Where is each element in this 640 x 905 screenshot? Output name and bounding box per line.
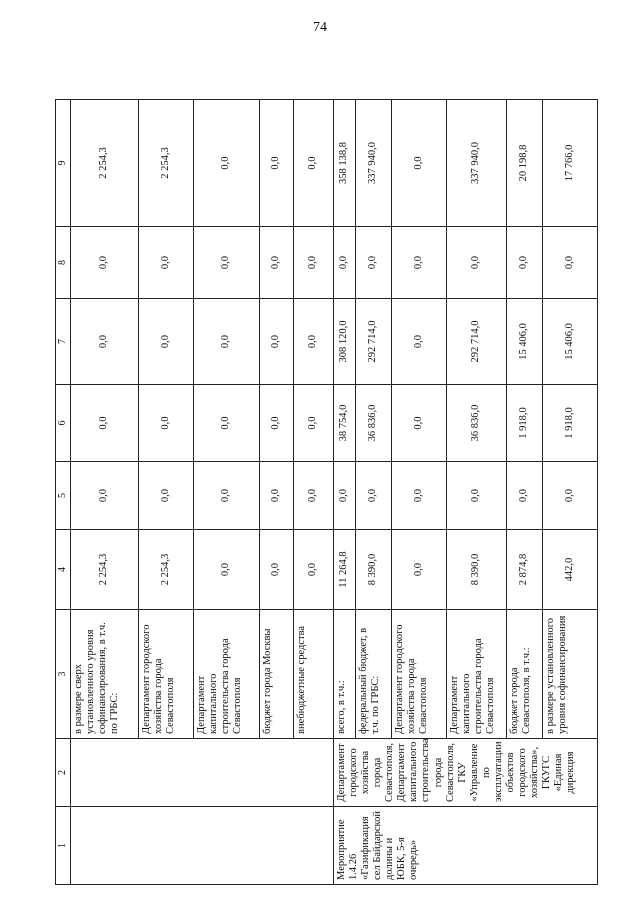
measure-name-cell: Мероприятие 1.4.26 «Газификация сел Байдарской долины и ЮБК, 5-я очередь» (334, 807, 598, 885)
funding-table (55, 99, 598, 885)
value-cell: 0,0 (194, 299, 260, 385)
value-cell: 292 714,0 (447, 299, 507, 385)
source-cell: бюджет города Москвы (260, 610, 294, 739)
column-header: 7 (56, 299, 71, 385)
value-cell: 0,0 (260, 530, 294, 610)
value-cell: 0,0 (260, 100, 294, 227)
column-header: 4 (56, 530, 71, 610)
value-cell: 1 918,0 (543, 385, 598, 462)
value-cell: 0,0 (356, 462, 392, 530)
value-cell: 0,0 (260, 299, 294, 385)
table-row (71, 100, 139, 885)
value-cell: 0,0 (194, 385, 260, 462)
value-cell: 2 254,3 (71, 100, 139, 227)
value-cell: 0,0 (294, 530, 334, 610)
value-cell: 36 836,0 (447, 385, 507, 462)
value-cell: 0,0 (334, 227, 356, 299)
value-cell: 0,0 (194, 462, 260, 530)
source-cell: Департамент городского хозяйства города Севастополя (139, 610, 194, 739)
value-cell: 0,0 (392, 227, 447, 299)
value-cell: 0,0 (447, 462, 507, 530)
value-cell: 0,0 (334, 462, 356, 530)
value-cell: 0,0 (507, 227, 543, 299)
value-cell: 11 264,8 (334, 530, 356, 610)
value-cell: 0,0 (139, 227, 194, 299)
value-cell: 0,0 (447, 227, 507, 299)
value-cell: 2 254,3 (71, 530, 139, 610)
column-header: 2 (56, 739, 71, 807)
rotated-table-container (55, 100, 596, 885)
column-header: 8 (56, 227, 71, 299)
value-cell: 0,0 (71, 462, 139, 530)
source-cell: в размере сверх установленного уровня софинансирования, в т.ч. по ГРБС: (71, 610, 139, 739)
value-cell: 0,0 (194, 530, 260, 610)
value-cell: 0,0 (392, 530, 447, 610)
value-cell: 0,0 (139, 385, 194, 462)
value-cell: 0,0 (294, 462, 334, 530)
value-cell: 358 138,8 (334, 100, 356, 227)
source-cell: федеральный бюджет, в т.ч. по ГРБС: (356, 610, 392, 739)
value-cell: 0,0 (294, 299, 334, 385)
executor-cell-empty (71, 739, 334, 807)
value-cell: 308 120,0 (334, 299, 356, 385)
value-cell: 15 406,0 (507, 299, 543, 385)
value-cell: 1 918,0 (507, 385, 543, 462)
column-header: 9 (56, 100, 71, 227)
column-header: 5 (56, 462, 71, 530)
value-cell: 337 940,0 (356, 100, 392, 227)
column-header: 6 (56, 385, 71, 462)
value-cell: 36 836,0 (356, 385, 392, 462)
value-cell: 0,0 (392, 385, 447, 462)
value-cell: 0,0 (194, 100, 260, 227)
value-cell: 0,0 (139, 299, 194, 385)
value-cell: 0,0 (507, 462, 543, 530)
table-row (334, 100, 356, 885)
value-cell: 0,0 (260, 462, 294, 530)
column-header: 3 (56, 610, 71, 739)
value-cell: 2 254,3 (139, 100, 194, 227)
value-cell: 20 198,8 (507, 100, 543, 227)
source-cell: бюджет города Севастополя, в т.ч.: (507, 610, 543, 739)
source-cell: Департамент городского хозяйства города Севастополя (392, 610, 447, 739)
value-cell: 2 874,8 (507, 530, 543, 610)
value-cell: 0,0 (294, 385, 334, 462)
source-cell: Департамент капитального строительства города Севастополя (194, 610, 260, 739)
column-number-row (56, 100, 71, 885)
value-cell: 0,0 (392, 100, 447, 227)
value-cell: 0,0 (392, 299, 447, 385)
value-cell: 0,0 (260, 385, 294, 462)
value-cell: 0,0 (71, 299, 139, 385)
value-cell: 442,0 (543, 530, 598, 610)
column-header: 1 (56, 807, 71, 885)
value-cell: 0,0 (71, 227, 139, 299)
source-cell: внебюджетные средства (294, 610, 334, 739)
value-cell: 17 766,0 (543, 100, 598, 227)
page-number: 74 (313, 20, 327, 35)
value-cell: 0,0 (260, 227, 294, 299)
value-cell: 0,0 (194, 227, 260, 299)
value-cell: 0,0 (139, 462, 194, 530)
value-cell: 38 754,0 (334, 385, 356, 462)
value-cell: 0,0 (71, 385, 139, 462)
value-cell: 292 714,0 (356, 299, 392, 385)
measure-name-cell-empty (71, 807, 334, 885)
value-cell: 15 406,0 (543, 299, 598, 385)
value-cell: 0,0 (543, 462, 598, 530)
source-cell: всего, в т.ч.: (334, 610, 356, 739)
value-cell: 8 390,0 (356, 530, 392, 610)
value-cell: 337 940,0 (447, 100, 507, 227)
executor-cell: Департамент городского хозяйства города Севастополя, Департамент капитального строительства города Севастополя, ГКУ «Управление по эксплуатации объектов городского хозяйства», ГКУГС «Единая дирекция (334, 739, 598, 807)
source-cell: в размере установленного уровня софинансирования (543, 610, 598, 739)
value-cell: 0,0 (392, 462, 447, 530)
value-cell: 0,0 (294, 227, 334, 299)
source-cell: Департамент капитального строительства города Севастополя (447, 610, 507, 739)
value-cell: 0,0 (294, 100, 334, 227)
value-cell: 0,0 (356, 227, 392, 299)
value-cell: 8 390,0 (447, 530, 507, 610)
value-cell: 0,0 (543, 227, 598, 299)
value-cell: 2 254,3 (139, 530, 194, 610)
